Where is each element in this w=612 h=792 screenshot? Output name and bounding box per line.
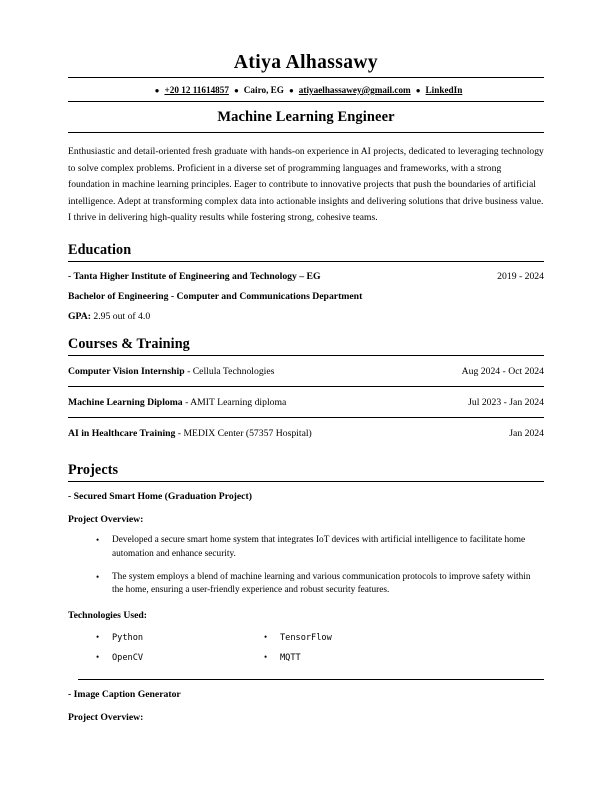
project-bullet: • Developed a secure smart home system that integrates IoT devices with artificial intelligence to facilitate home automation and enhance security. (112, 525, 544, 561)
project-overview-label: Project Overview: (68, 711, 144, 723)
projects-section (68, 448, 544, 722)
education-degree: Bachelor of Engineering - Computer and Communications Department (68, 291, 363, 303)
project-item (68, 680, 544, 723)
course-title: Computer Vision Internship (68, 366, 185, 378)
course-org: - Cellula Technologies (184, 366, 275, 378)
technologies-row (112, 643, 544, 663)
project-name: - Image Caption Generator (68, 688, 181, 700)
courses-heading: Courses & Training (68, 336, 190, 353)
education-institution-row (68, 262, 544, 282)
course-dates: Jul 2023 - Jan 2024 (468, 397, 544, 409)
contact-separator-0: ● (154, 86, 160, 96)
project-overview-list (68, 525, 544, 597)
education-gpa-label: GPA: (68, 311, 91, 323)
education-gpa-row (68, 302, 544, 322)
project-overview-label: Project Overview: (68, 514, 144, 526)
contact-separator-2: ● (288, 86, 294, 96)
contact-separator-1: ● (233, 86, 239, 96)
technology-item: • Python (112, 633, 280, 643)
contact-separator-3: ● (415, 86, 421, 96)
education-section (68, 228, 544, 322)
education-institution: - Tanta Higher Institute of Engineering and Technology – EG (68, 271, 321, 283)
technology-item: • TensorFlow (280, 633, 448, 643)
education-gpa-value: 2.95 out of 4.0 (93, 311, 151, 323)
contact-phone[interactable]: +20 12 11614857 (164, 84, 229, 95)
technologies-row (112, 623, 544, 643)
project-bullet: • The system employs a blend of machine learning and various communication protocols to improve safety within the home, ensuring a user-friendly experience and robust security features. (112, 562, 544, 598)
course-dates: Aug 2024 - Oct 2024 (461, 366, 544, 378)
professional-summary: Enthusiastic and detail-oriented fresh graduate with hands-on experience in AI projects, dedicated to leveraging technology to solve complex problems. Proficient in a diverse set of programming languages and frameworks, with a strong foundation in machine learning principles. Eager to contribute to innovative projects that push the boundaries of artificial intelligence. Adept at transforming complex data into actionable insights and delivering solutions that drive business value. I thrive in delivering high-quality results while fostering strong, cohesive teams. (68, 146, 544, 223)
contact-linkedin[interactable]: LinkedIn (425, 84, 463, 95)
project-divider-wrap (68, 663, 544, 680)
resume-content (68, 52, 544, 723)
project-name: - Secured Smart Home (Graduation Project) (68, 491, 252, 503)
course-row (68, 356, 544, 386)
projects-heading: Projects (68, 462, 119, 479)
course-row (68, 418, 544, 448)
course-title: AI in Healthcare Training (68, 428, 176, 440)
page-title: Atiya Alhassawy (233, 52, 379, 73)
job-title: Machine Learning Engineer (217, 109, 395, 126)
technology-item: • MQTT (280, 653, 448, 663)
course-org: - MEDIX Center (57357 Hospital) (175, 428, 312, 440)
contact-location: Cairo, EG (243, 84, 284, 95)
courses-section (68, 322, 544, 448)
education-heading: Education (68, 242, 132, 259)
technology-item: • OpenCV (112, 653, 280, 663)
course-title: Machine Learning Diploma (68, 397, 183, 409)
course-org: - AMIT Learning diploma (182, 397, 287, 409)
course-row (68, 387, 544, 417)
project-item (68, 482, 544, 662)
course-dates: Jan 2024 (509, 428, 544, 440)
education-dates: 2019 - 2024 (497, 271, 544, 283)
technologies-grid (68, 621, 544, 663)
contact-bar (68, 78, 544, 101)
contact-email[interactable]: atiyaelhassawey@gmail.com (298, 84, 411, 95)
technologies-label: Technologies Used: (68, 609, 148, 621)
